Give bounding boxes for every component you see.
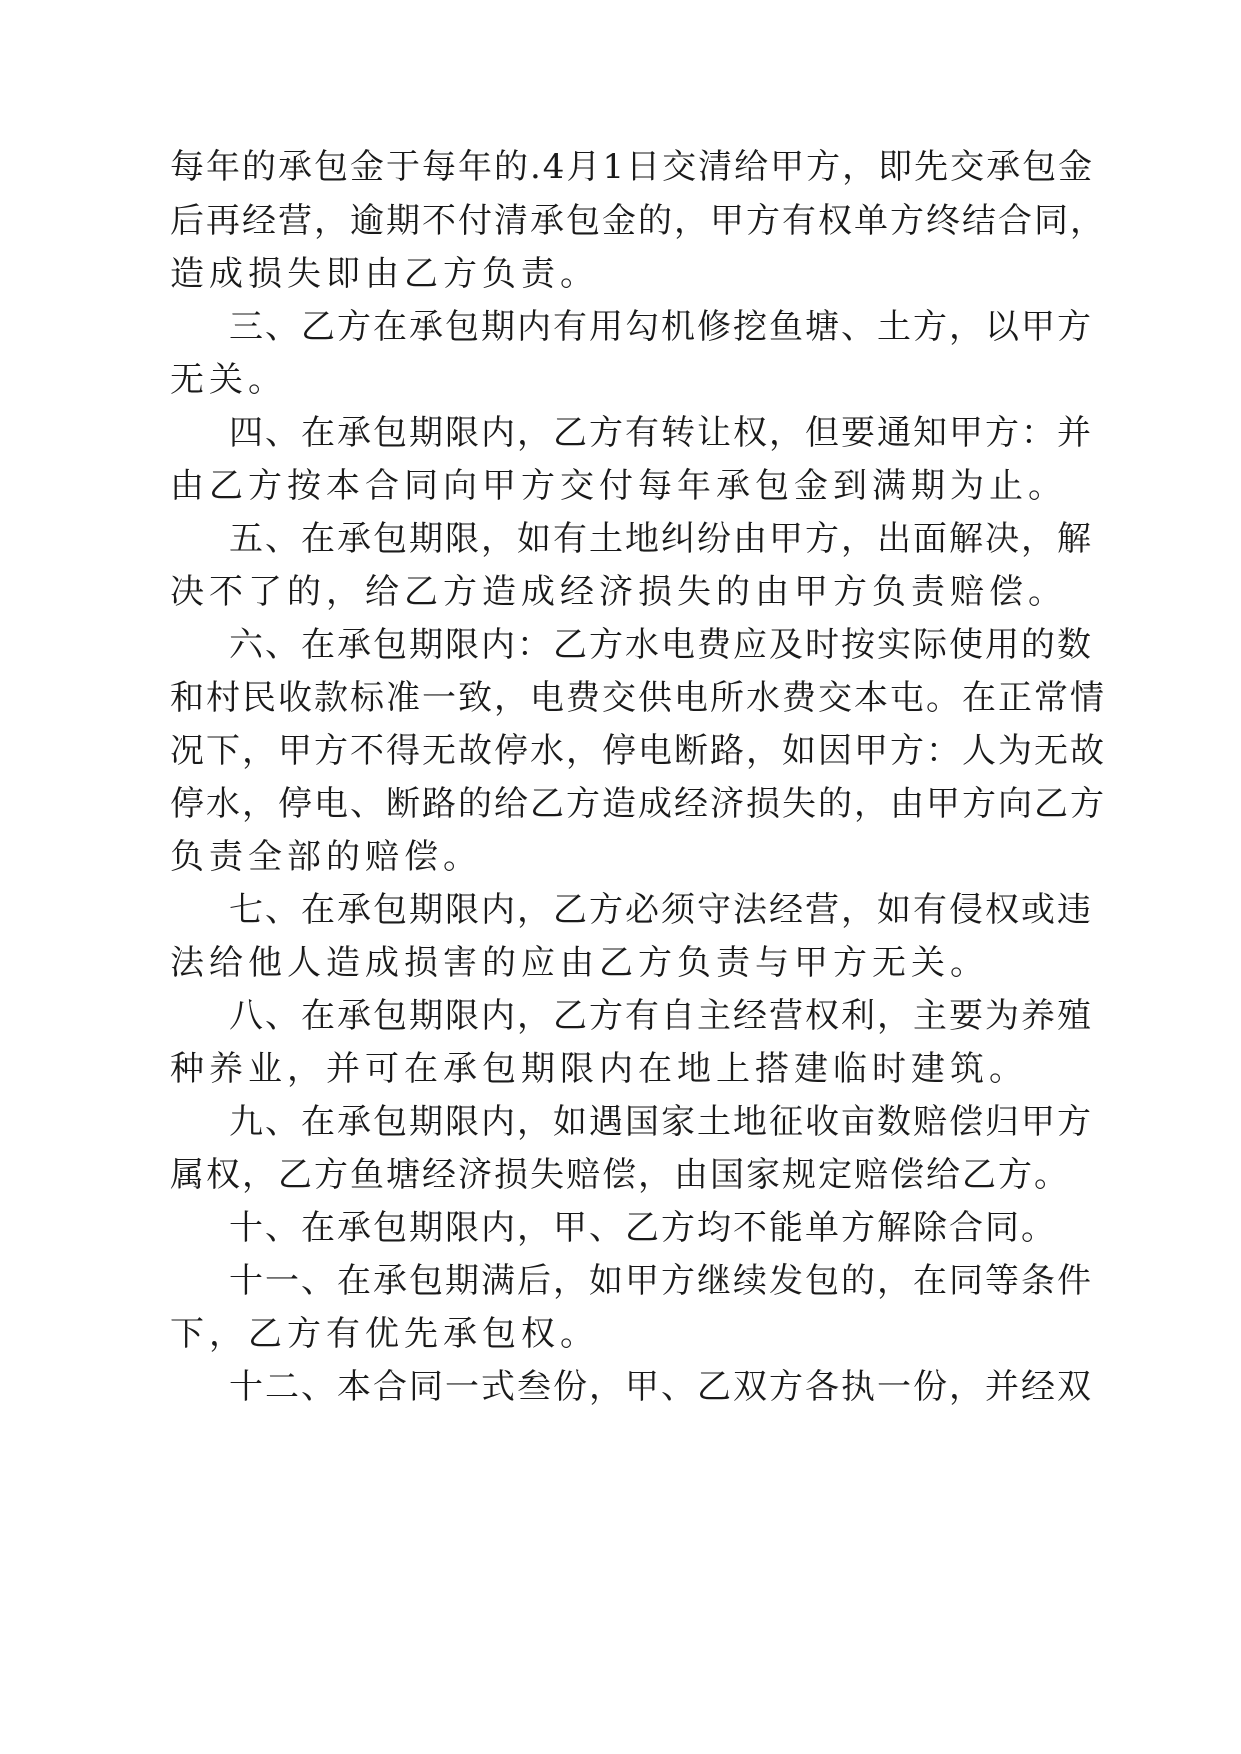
text-line-1: 每年的承包金于每年的.4月1日交清给甲方，即先交承包金 [170,147,1095,187]
text-line-18: 种养业，并可在承包期限内在地上搭建临时建筑。 [170,1049,1028,1089]
text-line-19: 九、在承包期限内，如遇国家土地征收亩数赔偿归甲方 [229,1102,1093,1142]
text-line-13: 停水，停电、断路的给乙方造成经济损失的，由甲方向乙方 [170,784,1106,824]
text-line-11: 和村民收款标准一致，电费交供电所水费交本屯。在正常情 [170,678,1106,718]
text-line-6: 四、在承包期限内，乙方有转让权，但要通知甲方：并 [229,413,1093,453]
text-line-22: 十一、在承包期满后，如甲方继续发包的，在同等条件 [229,1261,1093,1301]
text-line-20: 属权，乙方鱼塘经济损失赔偿，由国家规定赔偿给乙方。 [170,1155,1070,1195]
text-line-10: 六、在承包期限内：乙方水电费应及时按实际使用的数 [229,625,1093,665]
text-line-23: 下，乙方有优先承包权。 [170,1314,599,1354]
text-line-9: 决不了的，给乙方造成经济损失的由甲方负责赔偿。 [170,572,1067,612]
text-line-2: 后再经营，逾期不付清承包金的，甲方有权单方终结合同， [170,201,1106,241]
text-line-8: 五、在承包期限，如有土地纠纷由甲方，出面解决，解 [229,519,1093,559]
text-line-16: 法给他人造成损害的应由乙方负责与甲方无关。 [170,943,989,983]
text-line-5: 无关。 [170,360,287,400]
text-line-24: 十二、本合同一式叁份，甲、乙双方各执一份，并经双 [229,1367,1093,1407]
text-line-12: 况下，甲方不得无故停水，停电断路，如因甲方：人为无故 [170,731,1106,771]
text-line-14: 负责全部的赔偿。 [170,837,482,877]
text-line-3: 造成损失即由乙方负责。 [170,254,599,294]
text-line-4: 三、乙方在承包期内有用勾机修挖鱼塘、土方，以甲方 [229,307,1093,347]
text-line-21: 十、在承包期限内，甲、乙方均不能单方解除合同。 [229,1208,1057,1248]
text-line-15: 七、在承包期限内，乙方必须守法经营，如有侵权或违 [229,890,1093,930]
text-line-17: 八、在承包期限内，乙方有自主经营权利，主要为养殖 [229,996,1093,1036]
text-line-7: 由乙方按本合同向甲方交付每年承包金到满期为止。 [170,466,1067,506]
